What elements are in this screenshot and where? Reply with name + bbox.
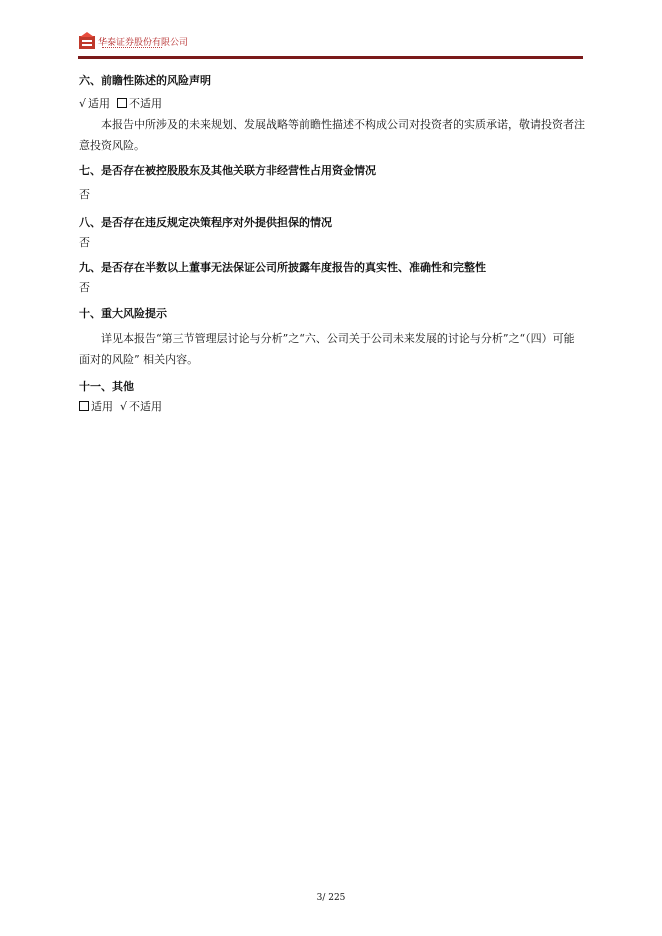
- option-not-applicable-label: 不适用: [129, 400, 163, 413]
- option-applicable-label: 适用: [91, 400, 113, 413]
- section-11-options: [79, 396, 585, 417]
- header-rule: [78, 56, 583, 59]
- section-10-body: 详见本报告“第三节管理层讨论与分析”之“六、公司关于公司未来发展的讨论与分析”之“（四）可能面对的风险” 相关内容。: [79, 332, 575, 366]
- document-body: [79, 74, 585, 417]
- section-6-title: 六、前瞻性陈述的风险声明: [79, 74, 211, 87]
- page-header: [78, 30, 583, 60]
- section-11-title: 十一、其他: [79, 380, 134, 393]
- section-8-title: 八、是否存在违反规定决策程序对外提供担保的情况: [79, 216, 332, 229]
- unchecked-box-icon: [117, 98, 127, 108]
- company-logo-text: 华泰证券股份有限公司: [98, 38, 189, 48]
- company-logo-icon: [78, 32, 96, 50]
- option-not-applicable-label: 不适用: [129, 97, 163, 110]
- section-8-answer: 否: [79, 236, 90, 249]
- section-10-title: 十、重大风险提示: [79, 307, 167, 320]
- section-7-answer: 否: [79, 188, 90, 201]
- logo-subtitle-decoration: [102, 47, 162, 50]
- checked-mark-icon: √: [120, 400, 128, 413]
- section-9-answer: 否: [79, 281, 90, 294]
- option-applicable-label: 适用: [88, 97, 111, 110]
- section-7-title: 七、是否存在被控股股东及其他关联方非经营性占用资金情况: [79, 164, 376, 177]
- checked-mark-icon: √: [79, 97, 87, 110]
- section-6-options: [79, 93, 585, 114]
- section-6-body: 本报告中所涉及的未来规划、发展战略等前瞻性描述不构成公司对投资者的实质承诺，敬请投资者注意投资风险。: [79, 118, 585, 152]
- page-number: 3/ 225: [316, 893, 346, 903]
- section-9-title: 九、是否存在半数以上董事无法保证公司所披露年度报告的真实性、准确性和完整性: [79, 261, 486, 274]
- unchecked-box-icon: [79, 401, 89, 411]
